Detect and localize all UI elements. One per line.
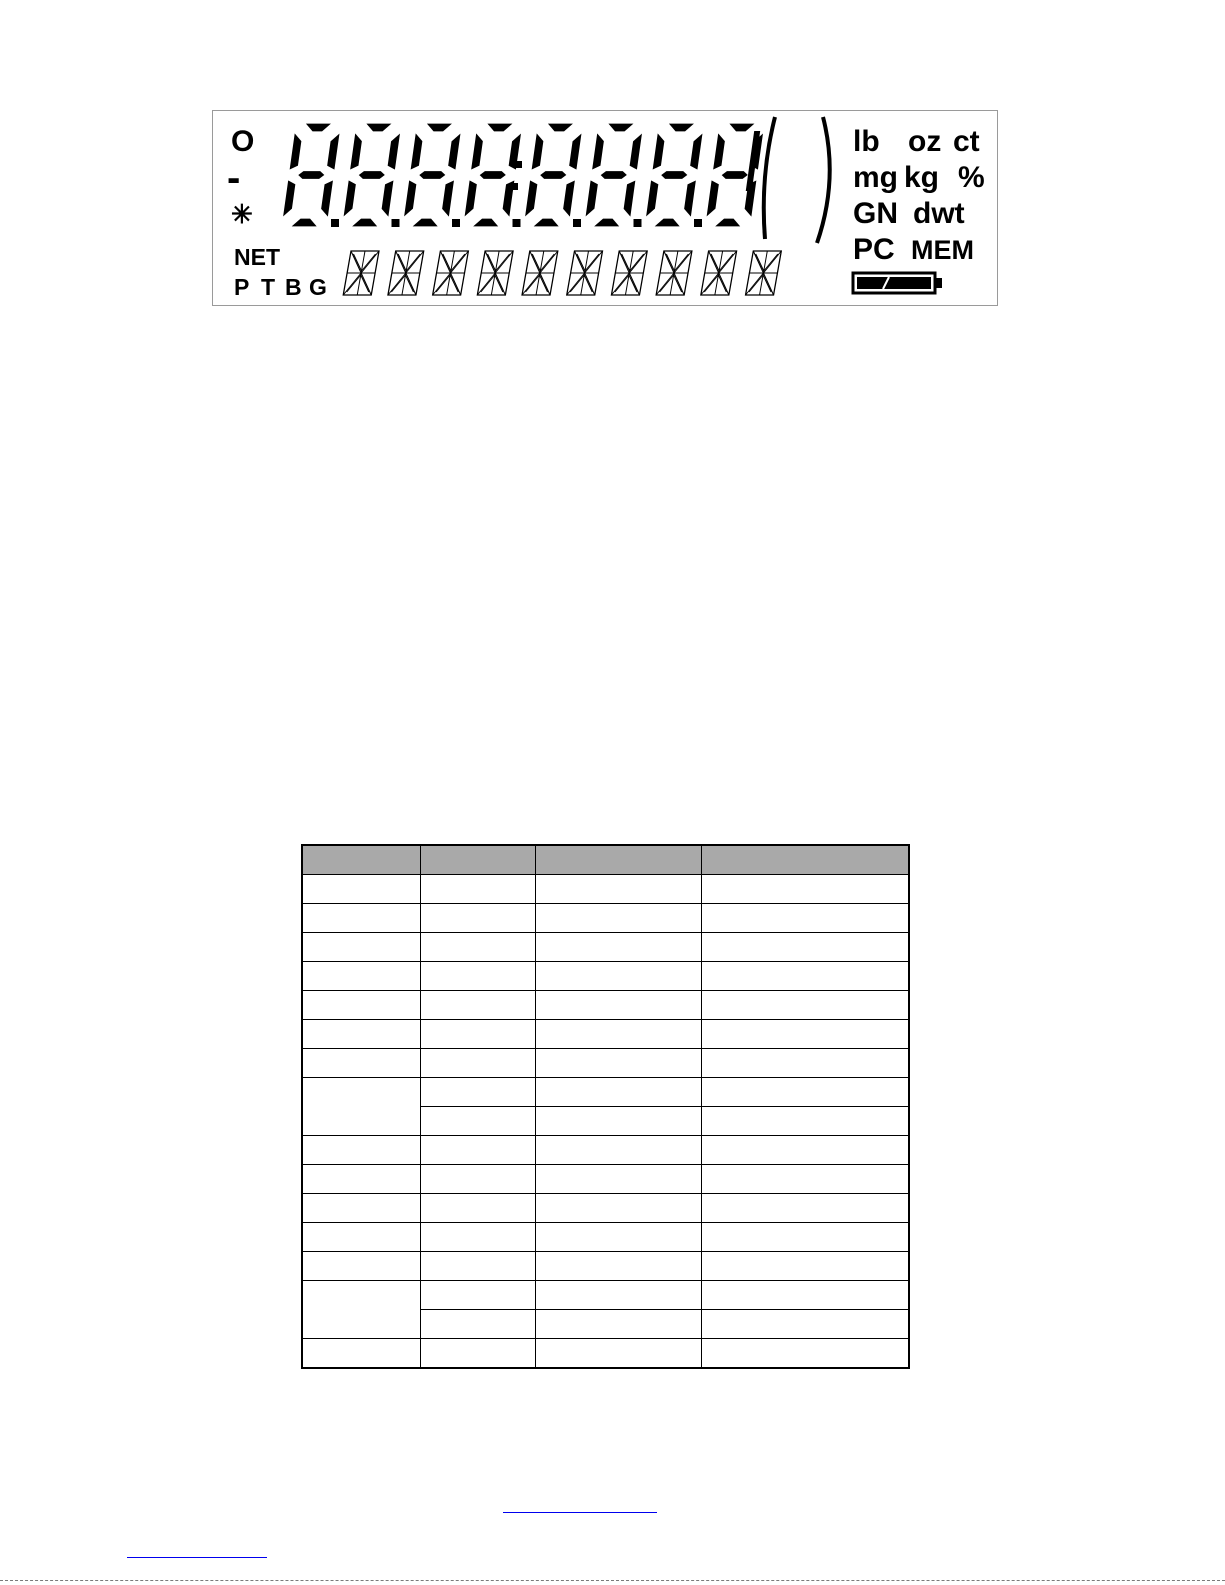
table-cell bbox=[535, 933, 701, 962]
table-row bbox=[302, 1165, 909, 1194]
table-cell bbox=[302, 962, 420, 991]
unit-dwt: dwt bbox=[913, 197, 965, 230]
table-row bbox=[302, 962, 909, 991]
unit-percent: % bbox=[958, 161, 985, 194]
table-header-cell bbox=[535, 845, 701, 875]
table-cell bbox=[302, 1136, 420, 1165]
colon-dot-icon bbox=[515, 161, 522, 168]
table-cell bbox=[535, 991, 701, 1020]
table-header-cell bbox=[701, 845, 909, 875]
decimal-point-icon bbox=[573, 219, 581, 227]
table-cell bbox=[302, 1281, 420, 1339]
table-header-cell bbox=[420, 845, 535, 875]
colon-dot-icon bbox=[511, 183, 518, 190]
decimal-point-icon bbox=[694, 219, 702, 227]
seven-segment-digit bbox=[585, 123, 643, 227]
table-cell bbox=[420, 1223, 535, 1252]
net-indicator: NET bbox=[234, 244, 280, 270]
alphanumeric-char-icon bbox=[611, 251, 647, 295]
table-row bbox=[302, 1136, 909, 1165]
table-body bbox=[302, 875, 909, 1369]
table-cell bbox=[420, 1078, 535, 1107]
unit-oz: oz bbox=[908, 125, 942, 158]
table-cell bbox=[701, 875, 909, 904]
seven-segment-digit bbox=[464, 123, 522, 227]
unit-kg: kg bbox=[904, 161, 940, 194]
table-cell bbox=[302, 933, 420, 962]
alphanumeric-segment-row bbox=[343, 251, 781, 295]
table-cell bbox=[535, 962, 701, 991]
table-cell bbox=[420, 875, 535, 904]
table-cell bbox=[420, 933, 535, 962]
tare-mode-p: P bbox=[234, 274, 250, 300]
table-cell bbox=[420, 1310, 535, 1339]
table-row bbox=[302, 1281, 909, 1310]
unit-ct: ct bbox=[953, 125, 980, 158]
table-cell bbox=[420, 1194, 535, 1223]
table-cell bbox=[420, 1136, 535, 1165]
decimal-point-icon bbox=[452, 219, 460, 227]
alphanumeric-char-icon bbox=[567, 251, 603, 295]
alphanumeric-char-icon bbox=[388, 251, 424, 295]
alphanumeric-char-icon bbox=[746, 251, 782, 295]
hyperlink-underline[interactable] bbox=[503, 1512, 657, 1513]
seven-segment-digit bbox=[524, 123, 582, 227]
table-row bbox=[302, 1339, 909, 1369]
decimal-point-icon bbox=[634, 219, 642, 227]
alphanumeric-char-icon bbox=[433, 251, 469, 295]
mem-indicator: MEM bbox=[911, 235, 974, 265]
tare-mode-t: T bbox=[261, 274, 276, 300]
table-cell bbox=[302, 875, 420, 904]
table-cell bbox=[701, 904, 909, 933]
table-cell bbox=[302, 1252, 420, 1281]
seven-segment-digit bbox=[343, 123, 401, 227]
page-footer-rule bbox=[0, 1580, 1225, 1581]
table-cell bbox=[701, 991, 909, 1020]
table-cell bbox=[420, 1165, 535, 1194]
table-cell bbox=[420, 1107, 535, 1136]
table-cell bbox=[701, 1339, 909, 1369]
alphanumeric-char-icon bbox=[522, 251, 558, 295]
table-row bbox=[302, 1049, 909, 1078]
table-cell bbox=[420, 1020, 535, 1049]
last-digit-bracket-icon bbox=[764, 117, 830, 243]
minus-indicator-icon: - bbox=[227, 156, 241, 200]
table-cell bbox=[535, 1020, 701, 1049]
table-row bbox=[302, 1020, 909, 1049]
table-cell bbox=[420, 1049, 535, 1078]
table-row bbox=[302, 875, 909, 904]
table-row bbox=[302, 1078, 909, 1107]
tare-mode-g: G bbox=[309, 274, 327, 300]
table-cell bbox=[535, 1339, 701, 1369]
pc-indicator: PC bbox=[853, 233, 895, 266]
table-cell bbox=[701, 1136, 909, 1165]
table-cell bbox=[701, 1107, 909, 1136]
battery-icon bbox=[853, 273, 942, 293]
zero-indicator-icon: O bbox=[231, 125, 255, 158]
lcd-segment-diagram bbox=[213, 111, 999, 307]
table-cell bbox=[535, 904, 701, 933]
table-cell bbox=[420, 1339, 535, 1369]
seven-segment-digit bbox=[645, 123, 703, 227]
unit-lb: lb bbox=[853, 125, 880, 158]
table-cell bbox=[701, 1223, 909, 1252]
seven-segment-digit bbox=[403, 123, 461, 227]
decimal-point-icon bbox=[513, 219, 521, 227]
table-cell bbox=[535, 1136, 701, 1165]
table-cell bbox=[701, 1310, 909, 1339]
table-row bbox=[302, 991, 909, 1020]
alphanumeric-char-icon bbox=[656, 251, 692, 295]
table-row bbox=[302, 1223, 909, 1252]
table-cell bbox=[535, 1252, 701, 1281]
table-cell bbox=[420, 962, 535, 991]
table-cell bbox=[302, 1339, 420, 1369]
table-cell bbox=[302, 1194, 420, 1223]
table-cell bbox=[535, 1078, 701, 1107]
alphanumeric-char-icon bbox=[477, 251, 513, 295]
table-cell bbox=[535, 1310, 701, 1339]
decimal-point-icon bbox=[392, 219, 400, 227]
table-cell bbox=[701, 962, 909, 991]
alphanumeric-char-icon bbox=[701, 251, 737, 295]
table-cell bbox=[535, 1194, 701, 1223]
table-cell bbox=[420, 1281, 535, 1310]
table-header-row bbox=[302, 845, 909, 875]
table-cell bbox=[701, 1281, 909, 1310]
table-cell bbox=[302, 904, 420, 933]
table-cell bbox=[302, 1078, 420, 1136]
table-cell bbox=[535, 1165, 701, 1194]
specification-table bbox=[301, 844, 910, 1369]
table-cell bbox=[535, 875, 701, 904]
stable-asterisk-icon: ✳ bbox=[231, 199, 253, 229]
tare-mode-b: B bbox=[285, 274, 302, 300]
seven-segment-digit bbox=[282, 123, 340, 227]
alphanumeric-char-icon bbox=[343, 251, 379, 295]
table-cell bbox=[302, 1020, 420, 1049]
table-cell bbox=[701, 1078, 909, 1107]
table-cell bbox=[701, 1020, 909, 1049]
table-cell bbox=[302, 1049, 420, 1078]
table-cell bbox=[701, 1252, 909, 1281]
table-header-cell bbox=[302, 845, 420, 875]
table-cell bbox=[535, 1223, 701, 1252]
table-cell bbox=[420, 904, 535, 933]
table-cell bbox=[302, 991, 420, 1020]
table-row bbox=[302, 1194, 909, 1223]
table-cell bbox=[302, 1223, 420, 1252]
table-cell bbox=[535, 1281, 701, 1310]
table-row bbox=[302, 1252, 909, 1281]
table-cell bbox=[701, 1165, 909, 1194]
table-row bbox=[302, 933, 909, 962]
table-cell bbox=[701, 933, 909, 962]
table-row bbox=[302, 904, 909, 933]
lcd-display-panel bbox=[212, 110, 998, 306]
table-cell bbox=[701, 1049, 909, 1078]
table-cell bbox=[535, 1049, 701, 1078]
seven-segment-digits bbox=[282, 123, 764, 227]
table-cell bbox=[302, 1165, 420, 1194]
table-cell bbox=[420, 991, 535, 1020]
table-cell bbox=[701, 1194, 909, 1223]
table-cell bbox=[420, 1252, 535, 1281]
unit-mg: mg bbox=[853, 161, 898, 194]
hyperlink-underline-footer[interactable] bbox=[127, 1557, 267, 1558]
unit-gn: GN bbox=[853, 197, 898, 230]
table-cell bbox=[535, 1107, 701, 1136]
decimal-point-icon bbox=[331, 219, 339, 227]
